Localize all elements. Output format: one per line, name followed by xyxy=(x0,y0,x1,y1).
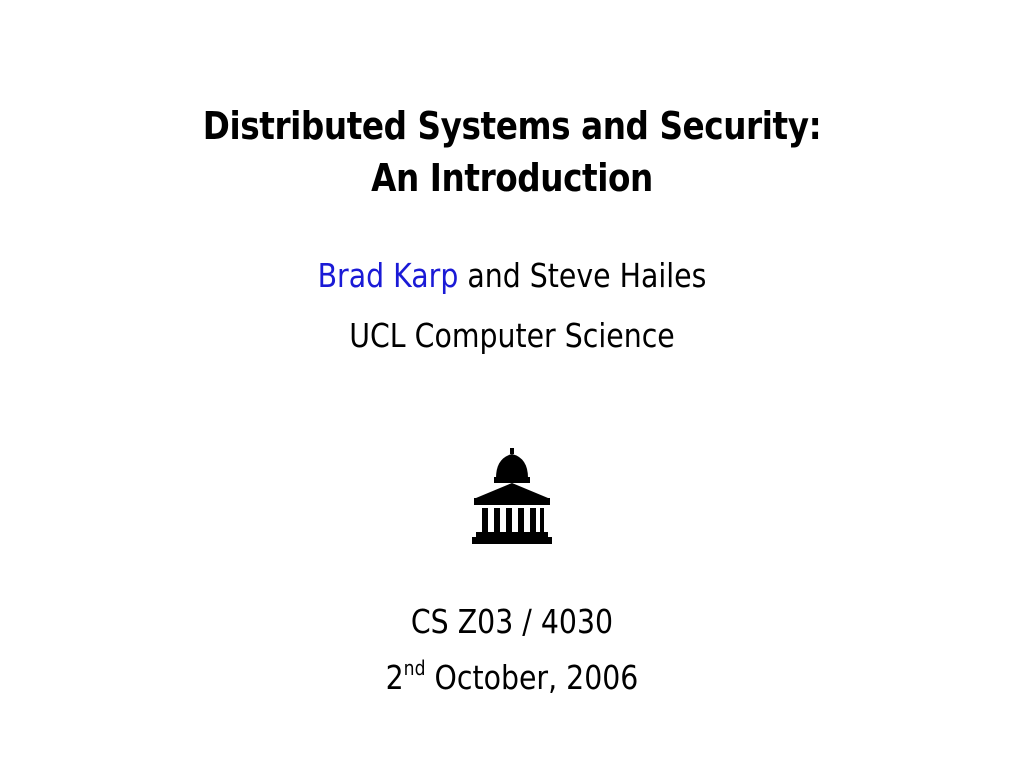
title-line-1: Distributed Systems and Security: xyxy=(202,104,822,148)
ucl-portico-icon xyxy=(470,448,554,544)
authors xyxy=(72,250,953,302)
date-suffix: nd xyxy=(403,656,426,680)
date-rest: October, 2006 xyxy=(425,658,639,697)
title-line-2: An Introduction xyxy=(371,156,653,200)
course-code: CS Z03 / 4030 xyxy=(410,602,614,641)
author-link-brad-karp[interactable]: Brad Karp xyxy=(317,256,459,295)
affiliation: UCL Computer Science xyxy=(349,316,675,355)
author-rest: and Steve Hailes xyxy=(458,256,707,295)
slide-title xyxy=(72,100,953,204)
date-day: 2 xyxy=(385,658,404,697)
lecture-date xyxy=(72,652,953,704)
